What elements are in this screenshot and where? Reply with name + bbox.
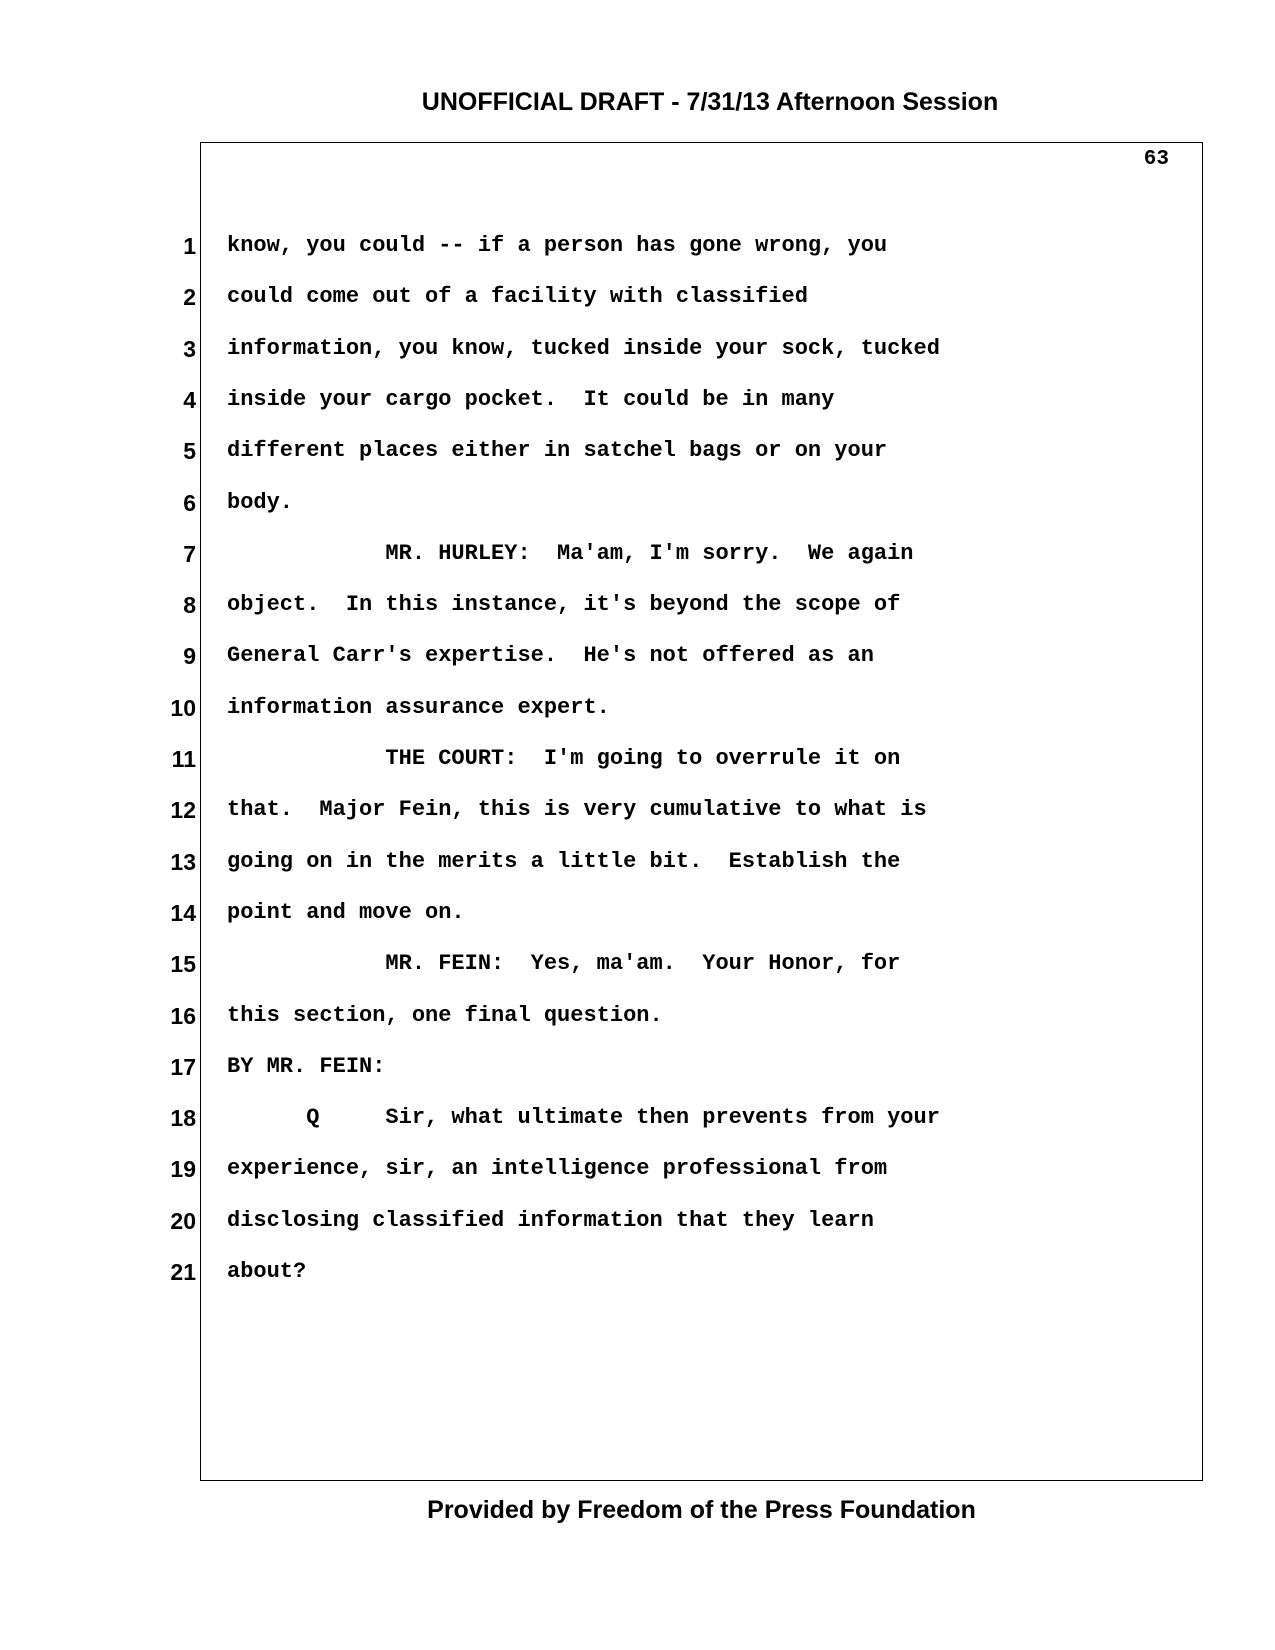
line-number: 10	[170, 694, 196, 721]
line-text: about?	[227, 1259, 307, 1284]
line-text: information, you know, tucked inside your sock, tucked	[227, 335, 940, 361]
line-text: point and move on.	[227, 899, 465, 925]
line-text: that. Major Fein, this is very cumulative to what is	[227, 797, 927, 823]
line-number: 20	[170, 1207, 196, 1234]
line-number: 8	[183, 592, 196, 619]
line-text: object. In this instance, it's beyond the scope of	[227, 592, 901, 618]
line-number: 5	[183, 438, 196, 465]
line-text: going on in the merits a little bit. Establish the	[227, 848, 901, 874]
line-text: MR. FEIN: Yes, ma'am. Your Honor, for	[227, 951, 901, 977]
document-header-title: UNOFFICIAL DRAFT - 7/31/13 Afternoon Session	[421, 88, 999, 116]
page-number: 63	[1143, 148, 1169, 171]
line-text: different places either in satchel bags or on your	[227, 438, 888, 464]
line-number: 21	[170, 1259, 196, 1285]
line-number: 2	[183, 284, 196, 311]
line-number: 3	[183, 335, 196, 362]
line-number: 15	[170, 951, 196, 978]
line-text: General Carr's expertise. He's not offered as an	[227, 643, 874, 669]
line-number: 7	[183, 540, 196, 567]
line-text: inside your cargo pocket. It could be in many	[227, 386, 835, 412]
line-number: 9	[183, 643, 196, 670]
line-text: could come out of a facility with classified	[227, 284, 808, 310]
line-number: 16	[170, 1002, 196, 1029]
line-text: BY MR. FEIN:	[227, 1053, 386, 1079]
line-text: disclosing classified information that they learn	[227, 1207, 874, 1233]
line-number: 12	[170, 797, 196, 824]
line-number: 11	[171, 746, 196, 772]
line-text: information assurance expert.	[227, 694, 610, 720]
line-number: 17	[170, 1053, 196, 1080]
document-footer: Provided by Freedom of the Press Foundation	[427, 1496, 976, 1524]
line-number: 18	[170, 1105, 196, 1132]
line-text: MR. HURLEY: Ma'am, I'm sorry. We again	[227, 540, 914, 566]
line-text: experience, sir, an intelligence professional from	[227, 1156, 888, 1182]
line-text: THE COURT: I'm going to overrule it on	[227, 746, 901, 771]
line-number: 6	[183, 489, 196, 516]
line-text: body.	[227, 489, 294, 515]
line-text: know, you could -- if a person has gone wrong, you	[227, 233, 888, 258]
line-number: 19	[170, 1156, 196, 1183]
line-text: Q Sir, what ultimate then prevents from your	[227, 1105, 940, 1131]
line-number: 1	[183, 233, 196, 259]
line-number: 14	[170, 899, 196, 926]
transcript-line	[0, 1259, 1275, 1323]
line-number: 4	[183, 386, 196, 413]
line-text: this section, one final question.	[227, 1002, 663, 1028]
line-number: 13	[170, 848, 196, 875]
